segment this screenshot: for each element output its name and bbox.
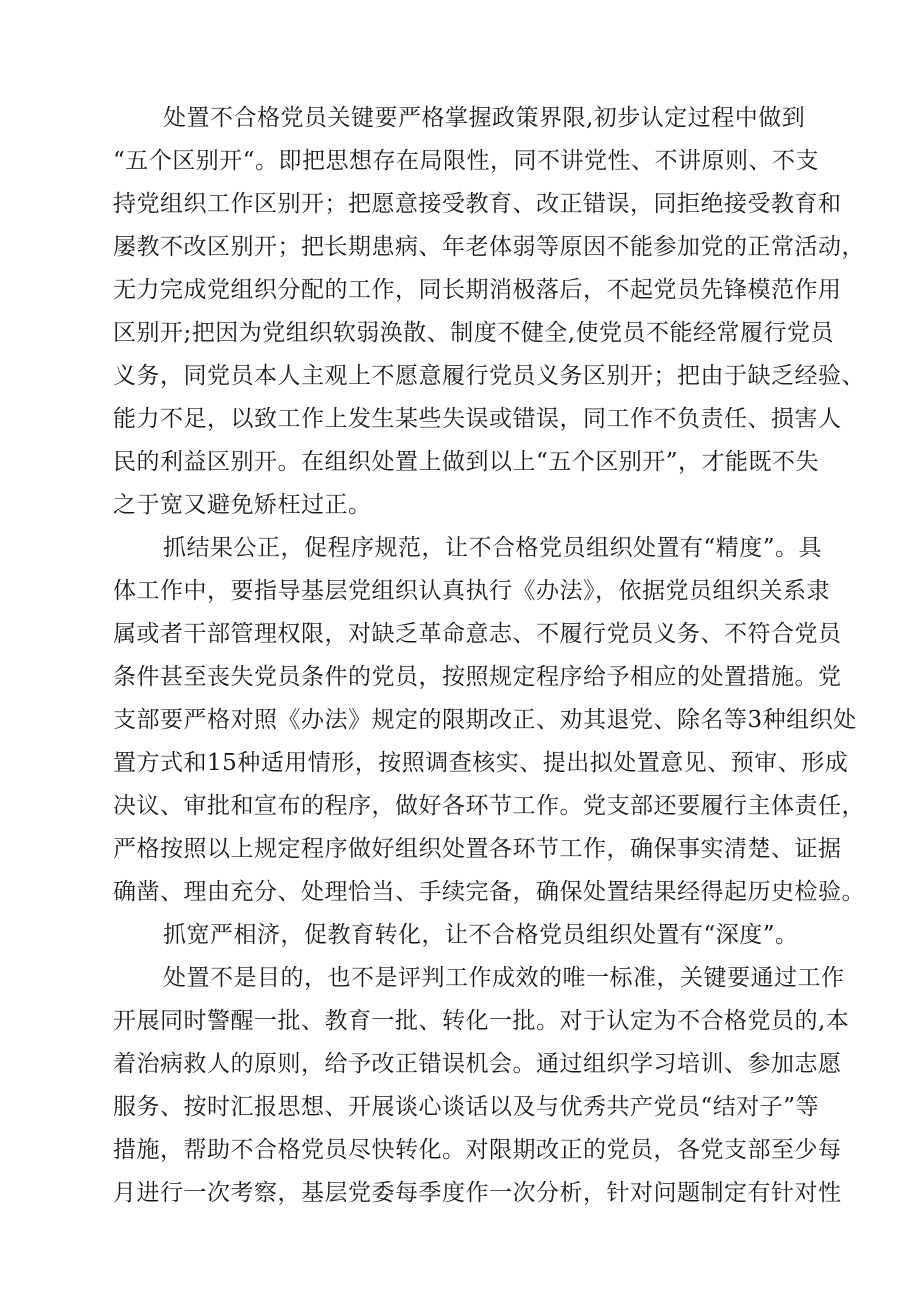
paragraph-line: 服务、按时汇报思想、开展谈心谈话以及与优秀共产党员“结对子”等 bbox=[113, 1094, 820, 1120]
paragraph-line: 决议、审批和宣布的程序，做好各环节工作。党支部还要履行主体责任， bbox=[113, 793, 865, 819]
paragraph-line: 抓宽严相济，促教育转化，让不合格党员组织处置有“深度”。 bbox=[163, 922, 799, 948]
paragraph-line: 民的利益区别开。在组织处置上做到以上“五个区别开”，才能既不失 bbox=[113, 449, 820, 475]
paragraph-line: 屡教不改区别开；把长期患病、年老体弱等原因不能参加党的正常活动， bbox=[113, 234, 865, 260]
paragraph-line: 体工作中，要指导基层党组织认真执行《办法》，依据党员组织关系隶 bbox=[113, 578, 830, 604]
paragraph-line: “五个区别开“。即把思想存在局限性，同不讲党性、不讲原则、不支 bbox=[113, 148, 820, 174]
paragraph-line: 无力完成党组织分配的工作，同长期消极落后，不起党员先锋模范作用 bbox=[113, 277, 842, 303]
paragraph-line: 抓结果公正，促程序规范，让不合格党员组织处置有“精度”。具 bbox=[163, 535, 823, 561]
paragraph-line: 置方式和15种适用情形，按照调查核实、提出拟处置意见、预审、形成 bbox=[113, 750, 849, 776]
paragraph-line: 着治病救人的原则，给予改正错误机会。通过组织学习培训、参加志愿 bbox=[113, 1051, 842, 1077]
paragraph-line: 支部要严格对照《办法》规定的限期改正、劝其退党、除名等3种组织处 bbox=[113, 707, 857, 733]
paragraph-line: 区别开;把因为党组织软弱涣散、制度不健全,使党员不能经常履行党员 bbox=[113, 320, 835, 346]
paragraph-line: 之于宽又避免矫枉过正。 bbox=[113, 492, 372, 518]
paragraph-line: 属或者干部管理权限，对缺乏革命意志、不履行党员义务、不符合党员 bbox=[113, 621, 842, 647]
paragraph-line: 严格按照以上规定程序做好组织处置各环节工作，确保事实清楚、证据 bbox=[113, 836, 842, 862]
paragraph-line: 持党组织工作区别开；把愿意接受教育、改正错误，同拒绝接受教育和 bbox=[113, 191, 842, 217]
paragraph-line: 开展同时警醒一批、教育一批、转化一批。对于认定为不合格党员的,本 bbox=[113, 1008, 850, 1034]
paragraph-line: 条件甚至丧失党员条件的党员，按照规定程序给予相应的处置措施。党 bbox=[113, 664, 842, 690]
paragraph-line: 月进行一次考察，基层党委每季度作一次分析，针对问题制定有针对性 bbox=[113, 1180, 842, 1206]
paragraph-line: 处置不合格党员关键要严格掌握政策界限,初步认定过程中做到 bbox=[163, 105, 806, 131]
paragraph-line: 措施，帮助不合格党员尽快转化。对限期改正的党员，各党支部至少每 bbox=[113, 1137, 842, 1163]
paragraph-line: 能力不足，以致工作上发生某些失误或错误，同工作不负责任、损害人 bbox=[113, 406, 842, 432]
paragraph-line: 确凿、理由充分、处理恰当、手续完备，确保处置结果经得起历史检验。 bbox=[113, 879, 865, 905]
paragraph-line: 义务，同党员本人主观上不愿意履行党员义务区别开；把由于缺乏经验、 bbox=[113, 363, 865, 389]
paragraph-line: 处置不是目的，也不是评判工作成效的唯一标准，关键要通过工作 bbox=[163, 965, 845, 991]
